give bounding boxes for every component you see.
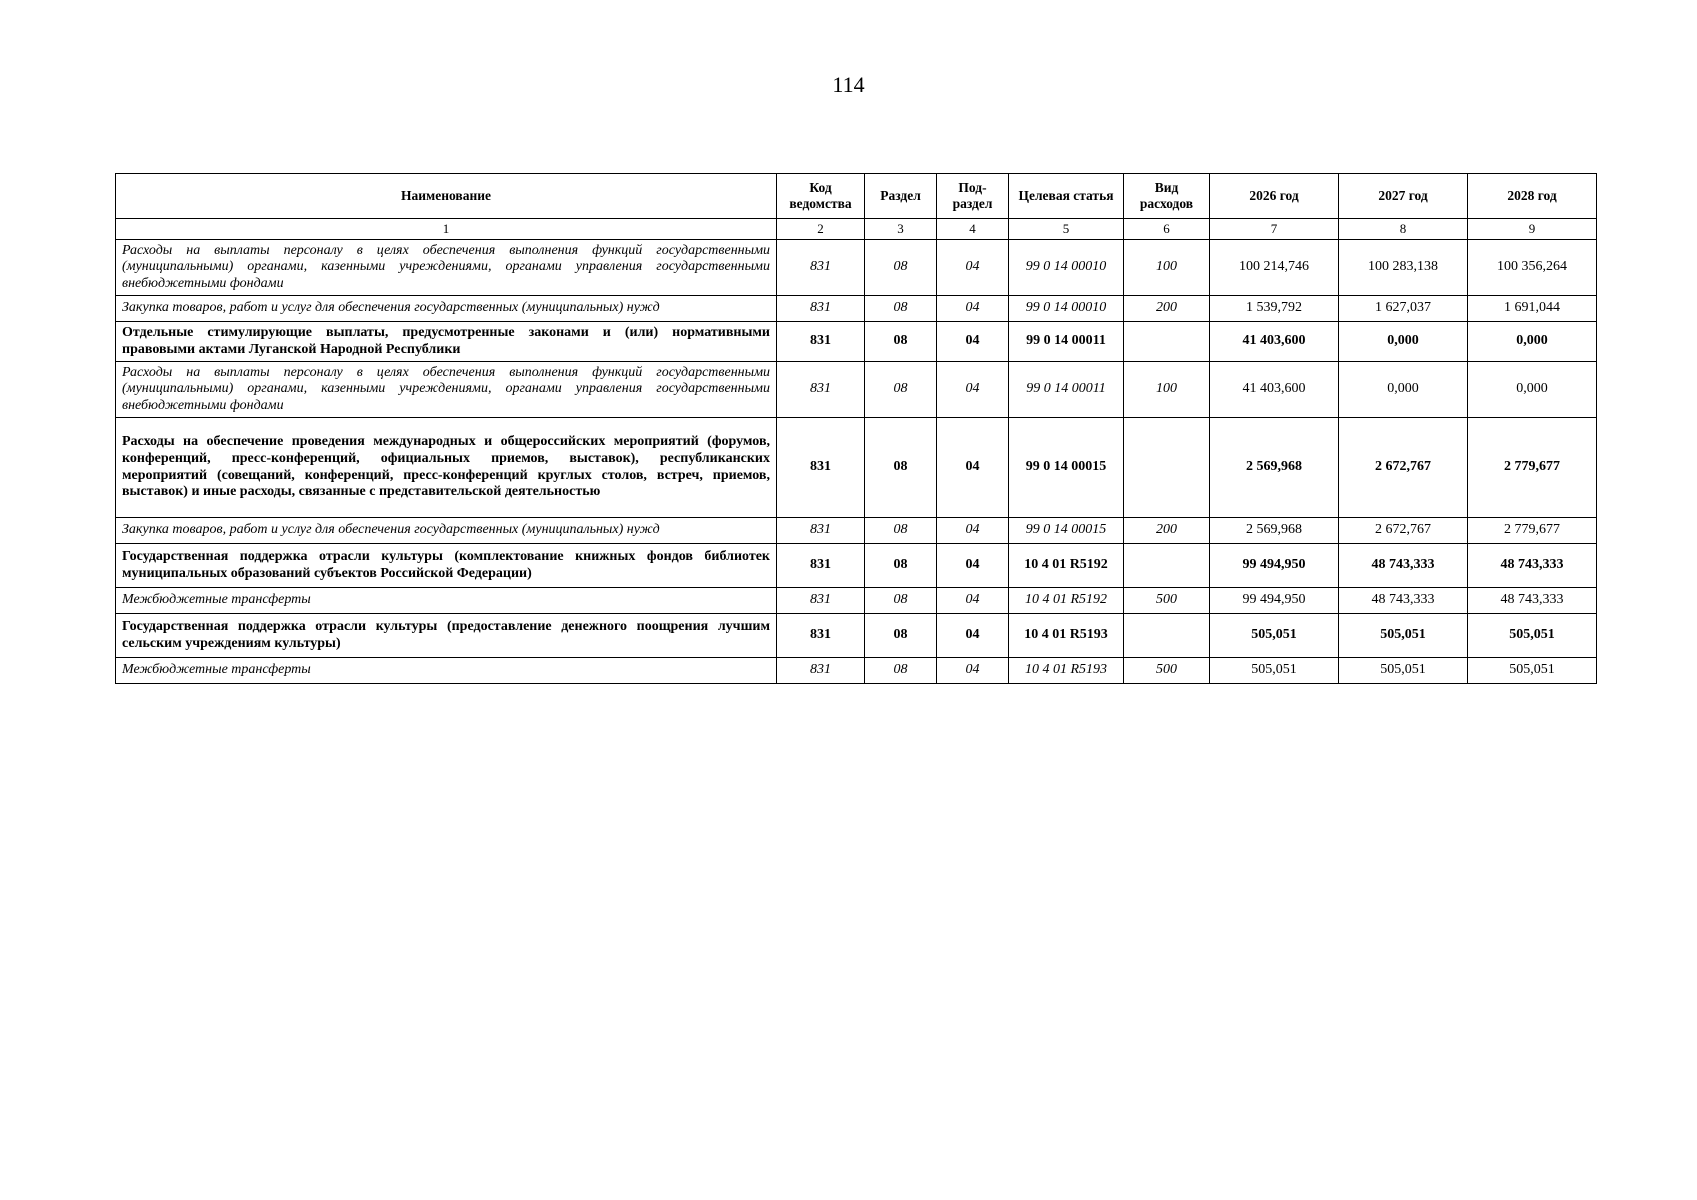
cell-y2027: 1 627,037 xyxy=(1339,296,1468,322)
cell-ved: 831 xyxy=(777,240,865,296)
cell-statya: 10 4 01 R5193 xyxy=(1009,658,1124,684)
cell-statya: 10 4 01 R5193 xyxy=(1009,614,1124,658)
cell-name: Государственная поддержка отрасли культуры (комплектование книжных фондов библиотек муниципальных образований субъектов Российской Федерации) xyxy=(116,544,777,588)
cell-y2027: 0,000 xyxy=(1339,322,1468,362)
cell-vid: 200 xyxy=(1124,296,1210,322)
cell-podrazdel: 04 xyxy=(937,588,1009,614)
column-number: 3 xyxy=(865,219,937,240)
header-name: Наименование xyxy=(116,174,777,219)
cell-ved: 831 xyxy=(777,362,865,418)
cell-ved: 831 xyxy=(777,518,865,544)
cell-vid xyxy=(1124,418,1210,518)
column-number: 5 xyxy=(1009,219,1124,240)
cell-podrazdel: 04 xyxy=(937,658,1009,684)
column-number: 7 xyxy=(1210,219,1339,240)
cell-y2028: 2 779,677 xyxy=(1468,518,1597,544)
table-row xyxy=(116,544,1597,588)
column-number: 6 xyxy=(1124,219,1210,240)
cell-statya: 99 0 14 00015 xyxy=(1009,518,1124,544)
cell-ved: 831 xyxy=(777,588,865,614)
cell-y2026: 2 569,968 xyxy=(1210,418,1339,518)
cell-statya: 99 0 14 00011 xyxy=(1009,362,1124,418)
cell-y2028: 48 743,333 xyxy=(1468,544,1597,588)
cell-name: Отдельные стимулирующие выплаты, предусмотренные законами и (или) нормативными правовыми актами Луганской Народной Республики xyxy=(116,322,777,362)
cell-razdel: 08 xyxy=(865,322,937,362)
cell-vid: 500 xyxy=(1124,658,1210,684)
cell-y2026: 99 494,950 xyxy=(1210,588,1339,614)
cell-y2026: 1 539,792 xyxy=(1210,296,1339,322)
column-number: 9 xyxy=(1468,219,1597,240)
cell-y2027: 505,051 xyxy=(1339,658,1468,684)
cell-y2028: 0,000 xyxy=(1468,362,1597,418)
cell-vid xyxy=(1124,614,1210,658)
cell-razdel: 08 xyxy=(865,614,937,658)
column-number-row xyxy=(116,219,1597,240)
cell-ved: 831 xyxy=(777,544,865,588)
header-podrazdel: Под- раздел xyxy=(937,174,1009,219)
cell-statya: 99 0 14 00015 xyxy=(1009,418,1124,518)
cell-y2028: 48 743,333 xyxy=(1468,588,1597,614)
header-statya: Целевая статья xyxy=(1009,174,1124,219)
cell-y2027: 100 283,138 xyxy=(1339,240,1468,296)
cell-name: Государственная поддержка отрасли культуры (предоставление денежного поощрения лучшим сельским учреждениям культуры) xyxy=(116,614,777,658)
table-row xyxy=(116,296,1597,322)
cell-statya: 99 0 14 00010 xyxy=(1009,240,1124,296)
cell-vid xyxy=(1124,322,1210,362)
cell-y2027: 0,000 xyxy=(1339,362,1468,418)
cell-ved: 831 xyxy=(777,614,865,658)
table-row xyxy=(116,240,1597,296)
cell-statya: 99 0 14 00010 xyxy=(1009,296,1124,322)
cell-y2027: 2 672,767 xyxy=(1339,418,1468,518)
cell-statya: 10 4 01 R5192 xyxy=(1009,544,1124,588)
cell-statya: 10 4 01 R5192 xyxy=(1009,588,1124,614)
header-row xyxy=(116,174,1597,219)
cell-statya: 99 0 14 00011 xyxy=(1009,322,1124,362)
cell-y2027: 2 672,767 xyxy=(1339,518,1468,544)
cell-podrazdel: 04 xyxy=(937,240,1009,296)
column-number: 1 xyxy=(116,219,777,240)
table-row xyxy=(116,418,1597,518)
cell-name: Расходы на выплаты персоналу в целях обеспечения выполнения функций государственными (муниципальными) органами, казенными учреждениями, органами управления государственными внебюджетными фондами xyxy=(116,240,777,296)
column-number: 4 xyxy=(937,219,1009,240)
cell-razdel: 08 xyxy=(865,296,937,322)
cell-y2026: 2 569,968 xyxy=(1210,518,1339,544)
cell-ved: 831 xyxy=(777,418,865,518)
cell-razdel: 08 xyxy=(865,658,937,684)
header-vid: Вид расходов xyxy=(1124,174,1210,219)
cell-y2027: 505,051 xyxy=(1339,614,1468,658)
cell-podrazdel: 04 xyxy=(937,518,1009,544)
cell-podrazdel: 04 xyxy=(937,362,1009,418)
cell-ved: 831 xyxy=(777,322,865,362)
cell-vid xyxy=(1124,544,1210,588)
cell-razdel: 08 xyxy=(865,544,937,588)
cell-y2026: 100 214,746 xyxy=(1210,240,1339,296)
cell-razdel: 08 xyxy=(865,240,937,296)
table-row xyxy=(116,658,1597,684)
cell-vid: 100 xyxy=(1124,240,1210,296)
cell-y2028: 0,000 xyxy=(1468,322,1597,362)
table-row xyxy=(116,614,1597,658)
cell-vid: 100 xyxy=(1124,362,1210,418)
header-2028: 2028 год xyxy=(1468,174,1597,219)
table-row xyxy=(116,322,1597,362)
cell-name: Расходы на выплаты персоналу в целях обеспечения выполнения функций государственными (муниципальными) органами, казенными учреждениями, органами управления государственными внебюджетными фондами xyxy=(116,362,777,418)
header-ved: Код ведомства xyxy=(777,174,865,219)
cell-name: Расходы на обеспечение проведения международных и общероссийских мероприятий (форумов, конференций, пресс-конференций, официальных приемов, выставок), республиканских мероприятий (совещаний, конференций, пресс-конференций круглых столов, встреч, приемов, выставок) и иные расходы, связанные с представительской деятельностью xyxy=(116,418,777,518)
cell-razdel: 08 xyxy=(865,518,937,544)
cell-y2026: 41 403,600 xyxy=(1210,362,1339,418)
cell-razdel: 08 xyxy=(865,362,937,418)
cell-podrazdel: 04 xyxy=(937,544,1009,588)
column-number: 8 xyxy=(1339,219,1468,240)
cell-podrazdel: 04 xyxy=(937,418,1009,518)
column-number: 2 xyxy=(777,219,865,240)
header-razdel: Раздел xyxy=(865,174,937,219)
cell-y2028: 2 779,677 xyxy=(1468,418,1597,518)
cell-name: Закупка товаров, работ и услуг для обеспечения государственных (муниципальных) нужд xyxy=(116,296,777,322)
cell-y2026: 41 403,600 xyxy=(1210,322,1339,362)
cell-y2026: 99 494,950 xyxy=(1210,544,1339,588)
cell-name: Межбюджетные трансферты xyxy=(116,658,777,684)
cell-ved: 831 xyxy=(777,296,865,322)
cell-vid: 200 xyxy=(1124,518,1210,544)
cell-y2027: 48 743,333 xyxy=(1339,544,1468,588)
table-row xyxy=(116,362,1597,418)
cell-y2028: 1 691,044 xyxy=(1468,296,1597,322)
header-2027: 2027 год xyxy=(1339,174,1468,219)
cell-podrazdel: 04 xyxy=(937,322,1009,362)
page-number: 114 xyxy=(832,72,865,97)
header-2026: 2026 год xyxy=(1210,174,1339,219)
cell-name: Межбюджетные трансферты xyxy=(116,588,777,614)
cell-y2026: 505,051 xyxy=(1210,658,1339,684)
cell-podrazdel: 04 xyxy=(937,296,1009,322)
cell-vid: 500 xyxy=(1124,588,1210,614)
table-row xyxy=(116,588,1597,614)
cell-y2028: 100 356,264 xyxy=(1468,240,1597,296)
table-row xyxy=(116,518,1597,544)
cell-name: Закупка товаров, работ и услуг для обеспечения государственных (муниципальных) нужд xyxy=(116,518,777,544)
cell-razdel: 08 xyxy=(865,588,937,614)
cell-y2026: 505,051 xyxy=(1210,614,1339,658)
budget-table xyxy=(115,173,1597,684)
cell-y2027: 48 743,333 xyxy=(1339,588,1468,614)
cell-razdel: 08 xyxy=(865,418,937,518)
cell-ved: 831 xyxy=(777,658,865,684)
cell-podrazdel: 04 xyxy=(937,614,1009,658)
cell-y2028: 505,051 xyxy=(1468,658,1597,684)
cell-y2028: 505,051 xyxy=(1468,614,1597,658)
